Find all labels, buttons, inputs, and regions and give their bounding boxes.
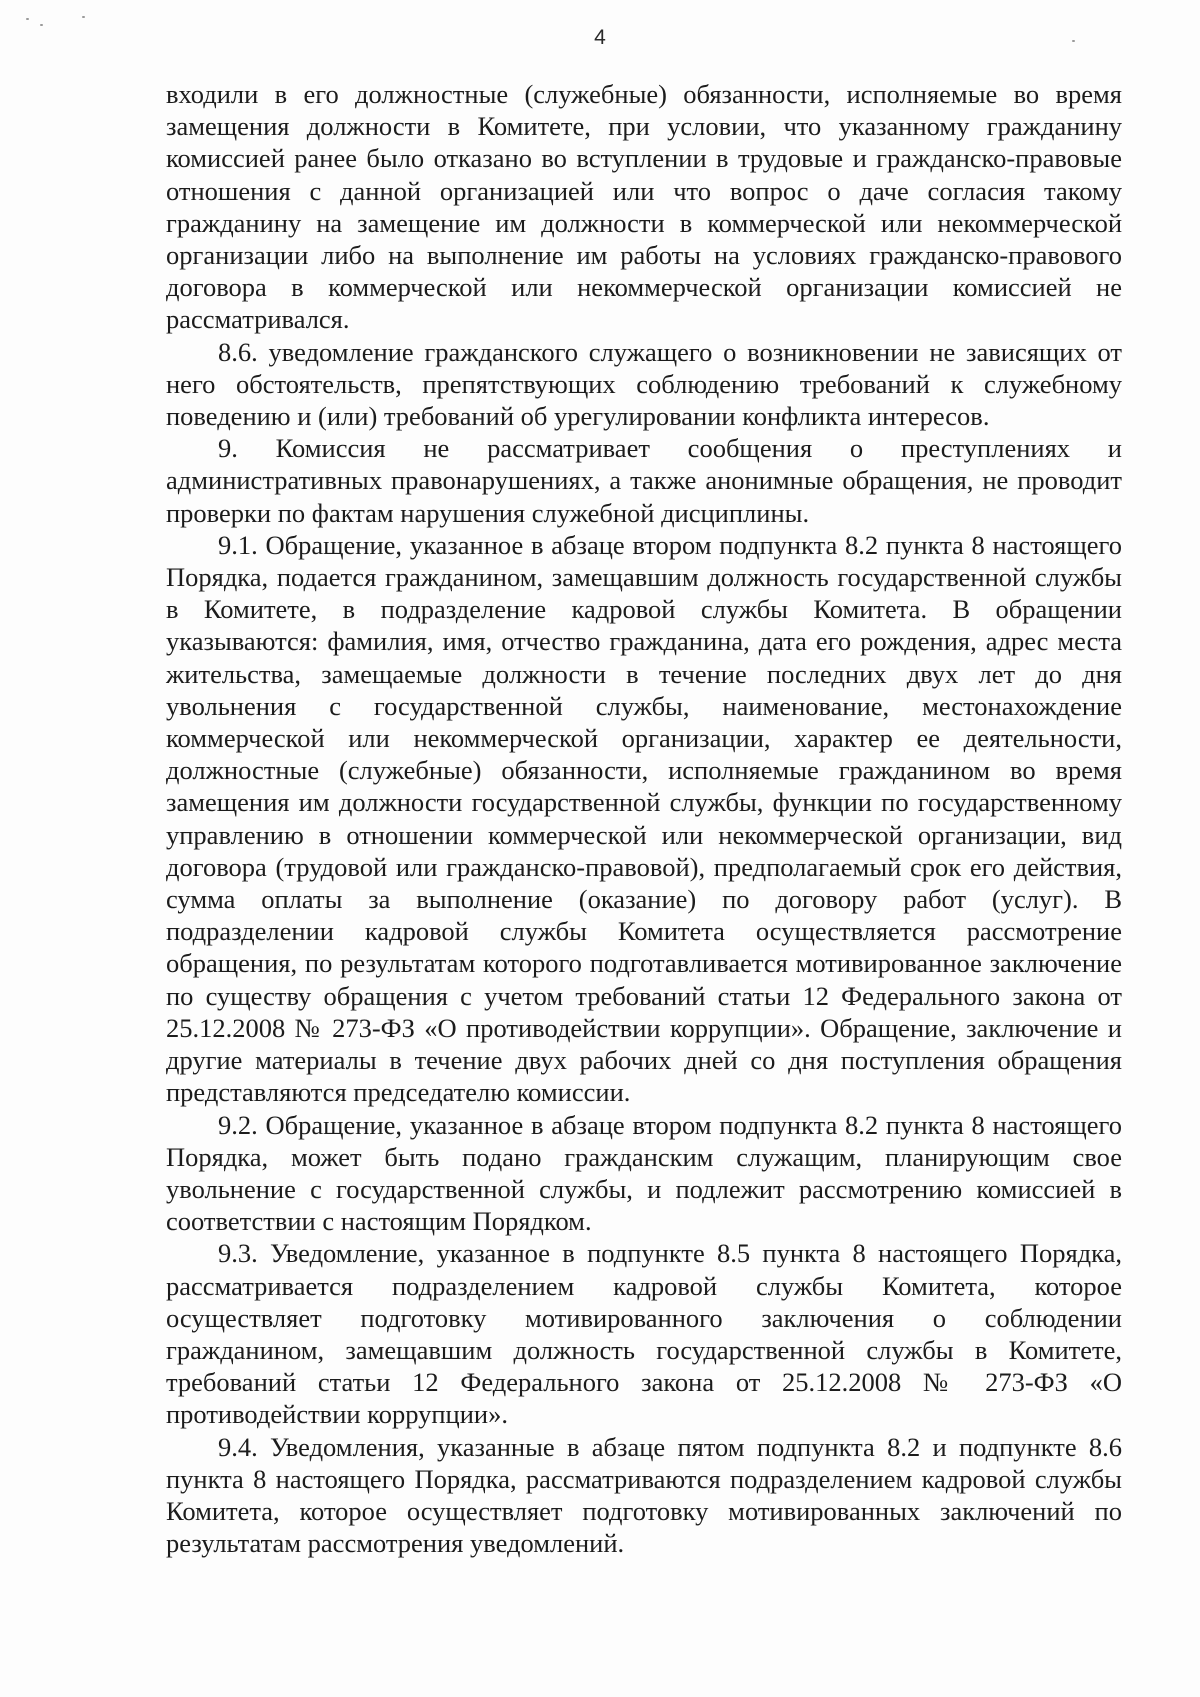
- page-number: 4: [594, 26, 606, 49]
- paragraph-9-1: 9.1. Обращение, указанное в абзаце втором подпункта 8.2 пункта 8 настоящего Порядка, подается гражданином, замещавшим должность государственной службы в Комитете, в подразделение кадровой службы Комитета. В обращении указываются: фамилия, имя, отчество гражданина, дата его рождения, адрес места жительства, замещаемые должности в течение последних двух лет до дня увольнения с государственной службы, наименование, местонахождение коммерческой или некоммерческой организации, характер ее деятельности, должностные (служебные) обязанности, исполняемые гражданином во время замещения им должности государственной службы, функции по государственному управлению в отношении коммерческой или некоммерческой организации, вид договора (трудовой или гражданско-правовой), предполагаемый срок его действия, сумма оплаты за выполнение (оказание) по договору работ (услуг). В подразделении кадровой службы Комитета осуществляется рассмотрение обращения, по результатам которого подготавливается мотивированное заключение по существу обращения с учетом требований статьи 12 Федерального закона от 25.12.2008 № 273-ФЗ «О противодействии коррупции». Обращение, заключение и другие материалы в течение двух рабочих дней со дня поступления обращения представляются председателю комиссии.: [166, 529, 1122, 1108]
- paragraph-9-3: 9.3. Уведомление, указанное в подпункте 8.5 пункта 8 настоящего Порядка, рассматривается подразделением кадровой службы Комитета, которое осуществляет подготовку мотивированного заключения о соблюдении гражданином, замещавшим должность государственной службы в Комитете, требований статьи 12 Федерального закона от 25.12.2008 № 273-ФЗ «О противодействии коррупции».: [166, 1238, 1122, 1430]
- scan-speck: [82, 16, 85, 18]
- document-text: [166, 78, 1122, 1559]
- scan-speck: [26, 18, 29, 20]
- paragraph-8-6: 8.6. уведомление гражданского служащего о возникновении не зависящих от него обстоятельств, препятствующих соблюдению требований к служебному поведению и (или) требований об урегулировании конфликта интересов.: [166, 336, 1122, 432]
- paragraph-9-4: 9.4. Уведомления, указанные в абзаце пятом подпункта 8.2 и подпункте 8.6 пункта 8 настоящего Порядка, рассматриваются подразделением кадровой службы Комитета, которое осуществляет подготовку мотивированных заключений по результатам рассмотрения уведомлений.: [166, 1431, 1122, 1559]
- paragraph-9: 9. Комиссия не рассматривает сообщения о преступлениях и административных правонарушениях, а также анонимные обращения, не проводит проверки по фактам нарушения служебной дисциплины.: [166, 433, 1122, 528]
- paragraph-9-2: 9.2. Обращение, указанное в абзаце втором подпункта 8.2 пункта 8 настоящего Порядка, может быть подано гражданским служащим, планирующим свое увольнение с государственной службы, и подлежит рассмотрению комиссией в соответствии с настоящим Порядком.: [166, 1109, 1122, 1237]
- paragraph-continuation: входили в его должностные (служебные) обязанности, исполняемые во время замещения должности в Комитете, при условии, что указанному гражданину комиссией ранее было отказано во вступлении в трудовые и гражданско-правовые отношения с данной организацией или что вопрос о даче согласия такому гражданину на замещение им должности в коммерческой или некоммерческой организации либо на выполнение им работы на условиях гражданско-правового договора в коммерческой или некоммерческой организации комиссией не рассматривался.: [166, 79, 1122, 335]
